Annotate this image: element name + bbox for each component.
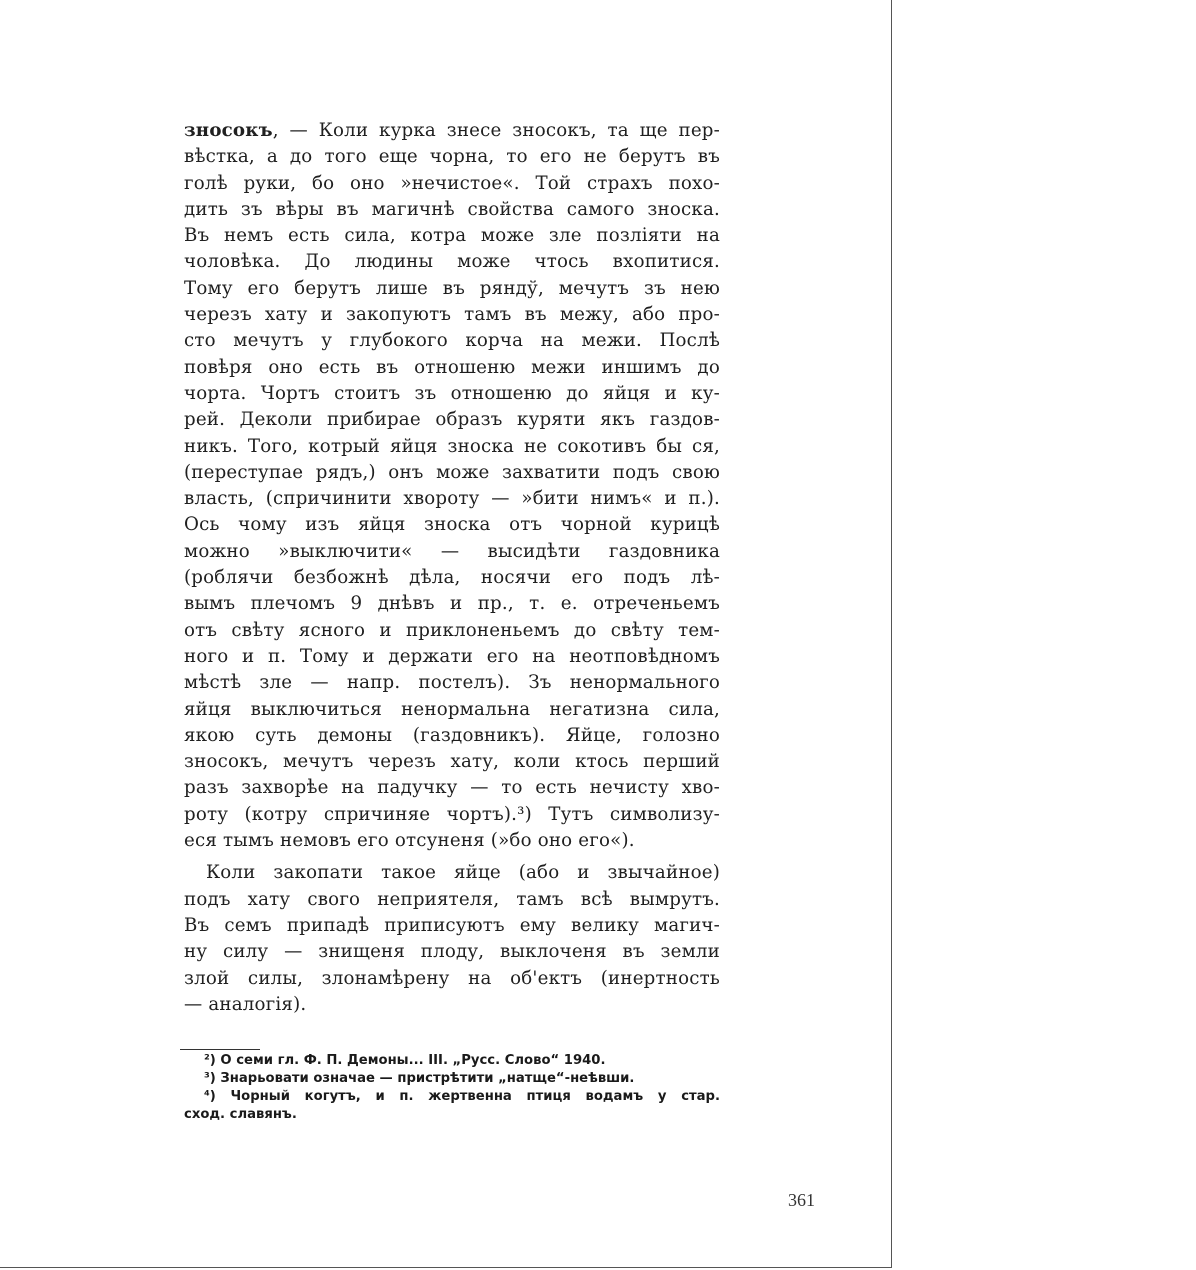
paragraph-1 xyxy=(184,118,720,854)
text-line: дить зъ вѣры въ магичнѣ свойства самого зноска. xyxy=(184,198,720,220)
footnote-line: сход. славянъ. xyxy=(184,1107,297,1122)
text-line: мѣстѣ зле — напр. постелъ). Зъ ненормального xyxy=(184,672,720,694)
text-line: Въ семъ припадѣ приписуютъ ему велику магич- xyxy=(184,914,720,936)
text-line: повѣря оно есть въ отношеню межи иншимъ до xyxy=(184,356,720,378)
bold-term: зносокъ xyxy=(184,120,273,141)
text-line: зносокъ, мечутъ черезъ хату, коли ктось перший xyxy=(184,751,720,773)
text-line: ну силу — знищеня плоду, выклоченя въ земли xyxy=(184,941,720,963)
text-line: власть, (спричинити хвороту — »бити нимъ« и п.). xyxy=(184,488,720,510)
text-line: рей. Деколи прибирае образъ куряти якъ газдов- xyxy=(184,409,720,431)
body-text xyxy=(184,118,720,1018)
text-line: вымъ плечомъ 9 днѣвъ и пр., т. е. отреченьемъ xyxy=(184,593,720,615)
text-line: (переступае рядъ,) онъ може захватити подъ свою xyxy=(184,461,720,483)
footnote-line: ²) О семи гл. Ф. П. Демоны... III. „Русс. Слово“ 1940. xyxy=(204,1053,606,1068)
text-line: якою суть демоны (газдовникъ). Яйце, голозно xyxy=(184,724,720,746)
text-line: подъ хату свого неприятеля, тамъ всѣ вымрутъ. xyxy=(184,888,720,910)
text-line: сто мечутъ у глубокого корча на межи. Послѣ xyxy=(184,330,720,352)
text-line: можно »выключити« — высидѣти газдовника xyxy=(184,540,720,562)
text-line: Коли закопати такое яйце (або и звычайное) xyxy=(206,862,720,884)
footnote-rule xyxy=(180,1049,260,1050)
text-line: отъ свѣту ясного и приклоненьемъ до свѣту тем- xyxy=(184,619,720,641)
text-line: чоловѣка. До людины може чтось вхопитися. xyxy=(184,251,720,273)
text-line: — аналогiя). xyxy=(184,993,307,1015)
text-line: черезъ хату и закопуютъ тамъ въ межу, або про- xyxy=(184,304,720,326)
text-line: еся тымъ немовъ его отсуненя (»бо оно его«). xyxy=(184,830,635,852)
text-line: Въ немъ есть сила, котра може зле позлiяти на xyxy=(184,225,720,247)
text-line xyxy=(184,118,720,144)
line-rest: , — Коли курка знесе зносокъ, та ще пер- xyxy=(272,120,720,141)
text-line: Тому его берутъ лише въ ряндў, мечутъ зъ нею xyxy=(184,277,720,299)
footnote-line: ⁴) Чорный когутъ, и п. жертвенна птиця водамъ у стар. xyxy=(204,1089,720,1104)
text-line: Ось чому изъ яйця зноска отъ чорной курицѣ xyxy=(184,514,720,536)
text-line: голѣ руки, бо оно »нечистое«. Той страхъ похо- xyxy=(184,172,720,194)
paragraph-2 xyxy=(184,860,720,1018)
page-number: 361 xyxy=(788,1190,815,1210)
text-line: роту (котру спричиняе чортъ).³) Тутъ символизу- xyxy=(184,803,720,825)
text-line: разъ захворѣе на падучку — то есть нечисту хво- xyxy=(184,777,720,799)
footnotes xyxy=(184,1052,720,1124)
text-line: (роблячи безбожнѣ дѣла, носячи его подъ лѣ- xyxy=(184,567,720,589)
text-line: злой силы, злонамѣрену на об'ектъ (инертность xyxy=(184,967,720,989)
text-line: ного и п. Тому и держати его на неотповѣдномъ xyxy=(184,645,720,667)
footnote-line: ³) Знарьовати означае — пристрѣтити „натще“-неѣвши. xyxy=(204,1071,635,1086)
text-line: яйця выключиться ненормальна негатизна сила, xyxy=(184,698,720,720)
text-line: никъ. Того, котрый яйця зноска не сокотивъ бы ся, xyxy=(184,435,720,457)
text-line: вѣстка, а до того еще чорна, то его не берутъ въ xyxy=(184,146,720,168)
text-line: чорта. Чортъ стоитъ зъ отношеню до яйця и ку- xyxy=(184,382,720,404)
